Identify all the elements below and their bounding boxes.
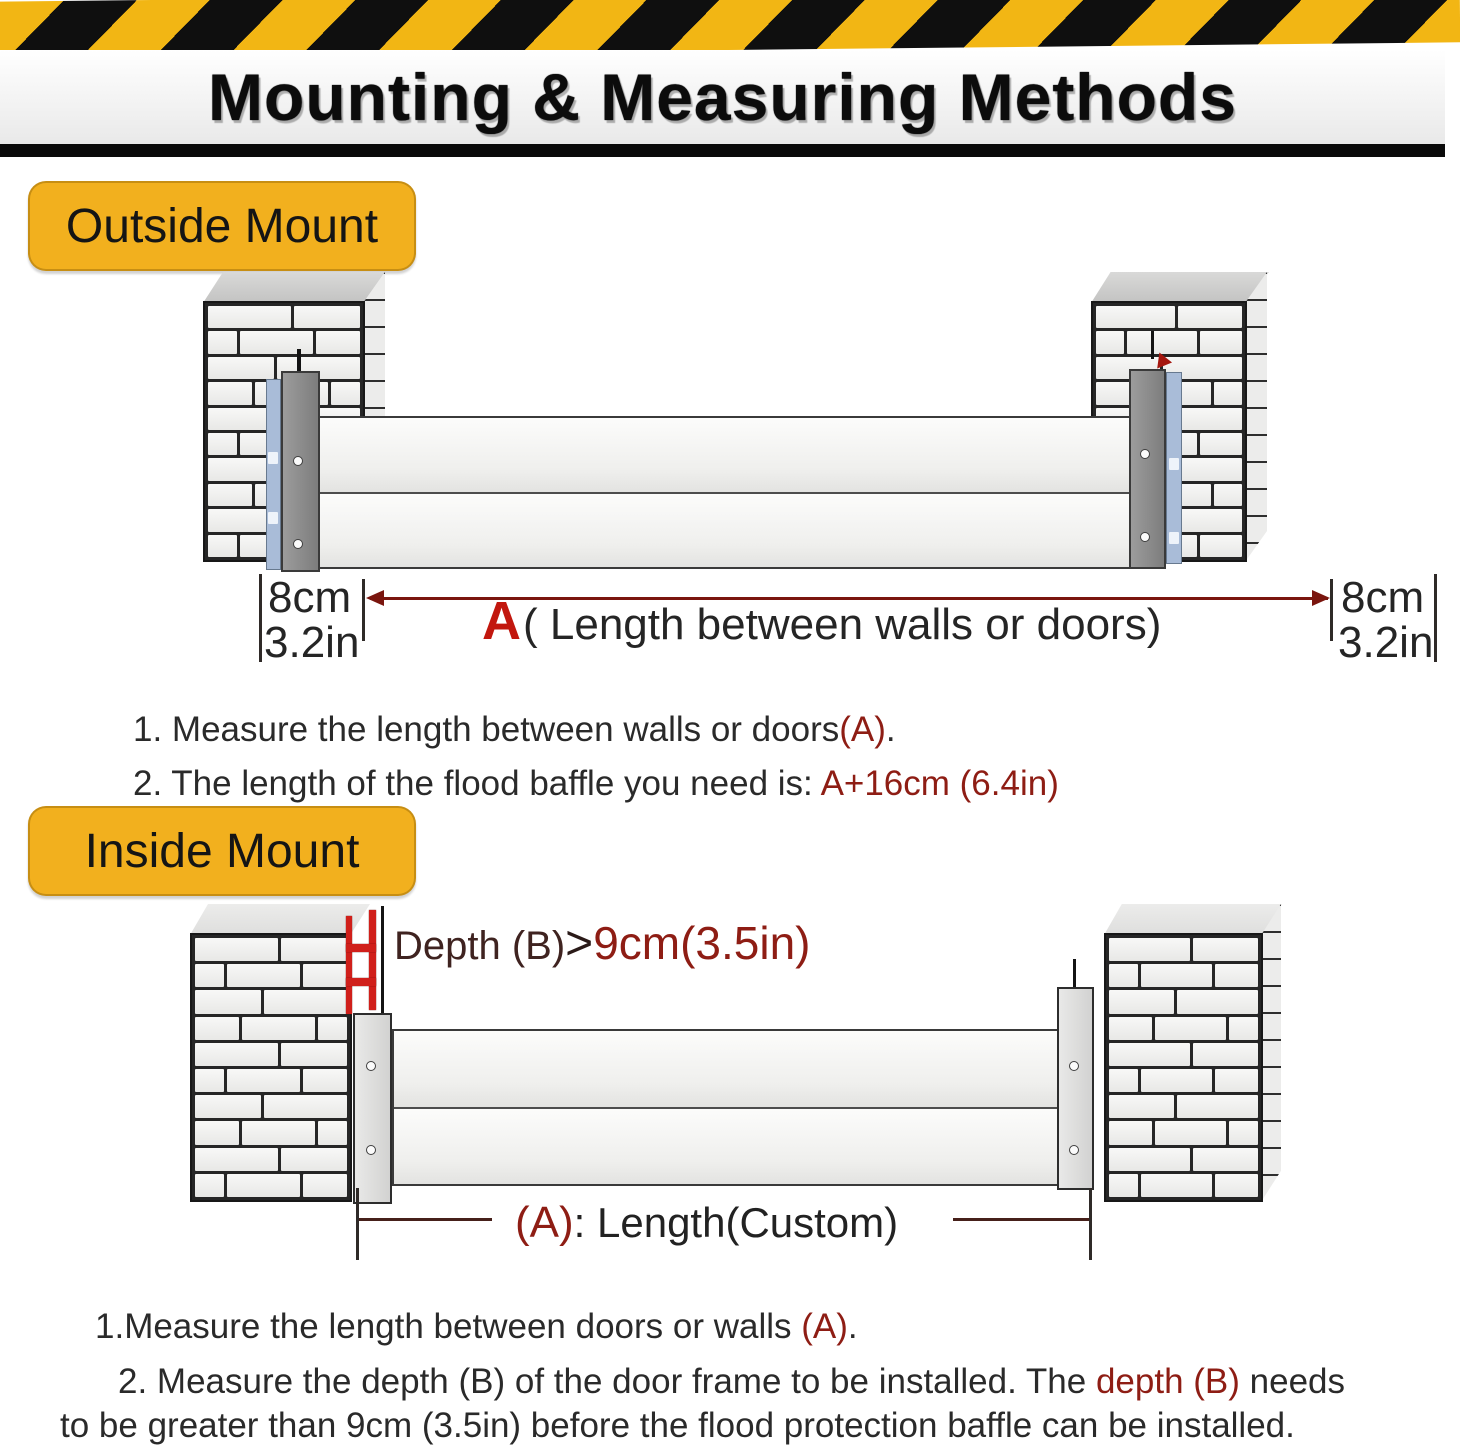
instruction-accent: A+16cm (6.4in) bbox=[820, 764, 1059, 803]
instruction-text: 2. Measure the depth (B) of the door frame to be installed. The bbox=[118, 1362, 1096, 1401]
instruction-text: . bbox=[847, 1307, 858, 1346]
flood-barrier-panel bbox=[320, 418, 1132, 492]
outside-mount-badge bbox=[28, 181, 416, 271]
instruction-text: to be greater than 9cm (3.5in) before the flood protection baffle can be installed. bbox=[60, 1406, 1295, 1445]
screw-hole bbox=[1069, 1061, 1079, 1071]
depth-label-accent: 9cm(3.5in) bbox=[593, 917, 811, 969]
instruction-text: . bbox=[885, 710, 896, 749]
right-pillar-top-face bbox=[1091, 272, 1269, 303]
screw-hole bbox=[1069, 1145, 1079, 1155]
flood-barrier-panel bbox=[394, 1107, 1057, 1185]
screw-hole bbox=[1140, 449, 1150, 459]
instruction-accent: (A) bbox=[801, 1307, 848, 1346]
flood-barrier bbox=[318, 416, 1134, 569]
inside-left-pillar-top-face bbox=[190, 904, 370, 935]
outside-instruction-1 bbox=[133, 710, 896, 750]
inside-mount-badge-label: Inside Mount bbox=[84, 824, 360, 878]
instruction-text: needs bbox=[1239, 1362, 1346, 1401]
outside-mount-badge-label: Outside Mount bbox=[65, 199, 379, 253]
inside-flood-barrier bbox=[392, 1029, 1059, 1186]
arrowhead-right bbox=[1312, 590, 1330, 606]
screw-hole bbox=[1140, 532, 1150, 542]
instruction-text: 2. The length of the flood baffle you need is: bbox=[133, 764, 821, 803]
depth-bracket-rung bbox=[346, 978, 376, 986]
dimension-tick bbox=[259, 574, 262, 662]
instruction-text: 1. Measure the length between walls or doors bbox=[133, 710, 840, 749]
instruction-text: 1.Measure the length between doors or walls bbox=[95, 1307, 802, 1346]
flood-barrier-panel bbox=[320, 492, 1132, 568]
inside-instruction-2-cont bbox=[60, 1406, 1295, 1446]
channel-mark bbox=[1169, 532, 1179, 544]
page-title: Mounting & Measuring Methods bbox=[208, 60, 1237, 134]
left-offset-in: 3.2in bbox=[264, 618, 360, 667]
inside-instruction-2 bbox=[118, 1362, 1345, 1402]
channel-mark bbox=[268, 512, 278, 524]
inside-instruction-1 bbox=[95, 1307, 858, 1347]
inside-right-pin bbox=[1073, 959, 1076, 989]
depth-bracket-rung bbox=[346, 944, 376, 952]
depth-label bbox=[394, 916, 811, 971]
banner-divider-bar bbox=[0, 144, 1445, 157]
dimension-tick bbox=[356, 1188, 359, 1260]
inside-right-pillar-top-face bbox=[1104, 904, 1282, 935]
dimension-tick bbox=[1330, 579, 1333, 641]
depth-bracket-bar bbox=[346, 916, 352, 1014]
inside-mount-badge bbox=[28, 806, 416, 896]
left-offset-cm: 8cm bbox=[268, 573, 352, 622]
inside-right-brick-pillar bbox=[1104, 933, 1263, 1202]
inside-right-pillar-side-face bbox=[1261, 904, 1281, 1202]
channel-mark bbox=[268, 452, 278, 464]
length-label bbox=[515, 1198, 898, 1248]
left-pillar-top-face bbox=[203, 272, 385, 303]
left-mounting-channel bbox=[266, 379, 281, 570]
length-label-text: : Length(Custom) bbox=[573, 1199, 899, 1246]
span-label-text: ( Length between walls or doors) bbox=[523, 600, 1162, 649]
length-dimension-line bbox=[359, 1218, 492, 1221]
right-offset-cm: 8cm bbox=[1341, 573, 1425, 622]
instruction-accent: depth (B) bbox=[1095, 1362, 1240, 1401]
depth-bracket-bar bbox=[369, 910, 376, 1010]
length-dimension-line bbox=[953, 1218, 1091, 1221]
right-pillar-side-face bbox=[1245, 272, 1267, 562]
channel-mark bbox=[1169, 458, 1179, 470]
title-band bbox=[0, 50, 1445, 144]
depth-label-text: Depth (B) bbox=[394, 924, 566, 968]
dimension-tick bbox=[1089, 1188, 1092, 1260]
instruction-accent: (A) bbox=[839, 710, 886, 749]
dimension-tick bbox=[1434, 574, 1437, 662]
inside-left-end-post bbox=[353, 1013, 392, 1204]
screw-hole bbox=[293, 539, 303, 549]
dimension-tick bbox=[362, 579, 365, 641]
right-offset-in: 3.2in bbox=[1338, 618, 1434, 667]
span-dimension-label bbox=[482, 590, 1161, 652]
flood-barrier-panel bbox=[394, 1031, 1057, 1107]
screw-hole bbox=[366, 1061, 376, 1071]
length-label-accent: (A) bbox=[515, 1198, 574, 1247]
outside-instruction-2 bbox=[133, 764, 1059, 804]
depth-gauge-pin bbox=[381, 906, 384, 1016]
screw-hole bbox=[366, 1145, 376, 1155]
inside-left-brick-pillar bbox=[190, 933, 352, 1202]
greater-than-sign: > bbox=[565, 917, 594, 970]
span-letter-A: A bbox=[482, 591, 521, 651]
inside-right-end-post bbox=[1057, 987, 1094, 1190]
screw-hole bbox=[293, 456, 303, 466]
arrowhead-left bbox=[366, 590, 384, 606]
